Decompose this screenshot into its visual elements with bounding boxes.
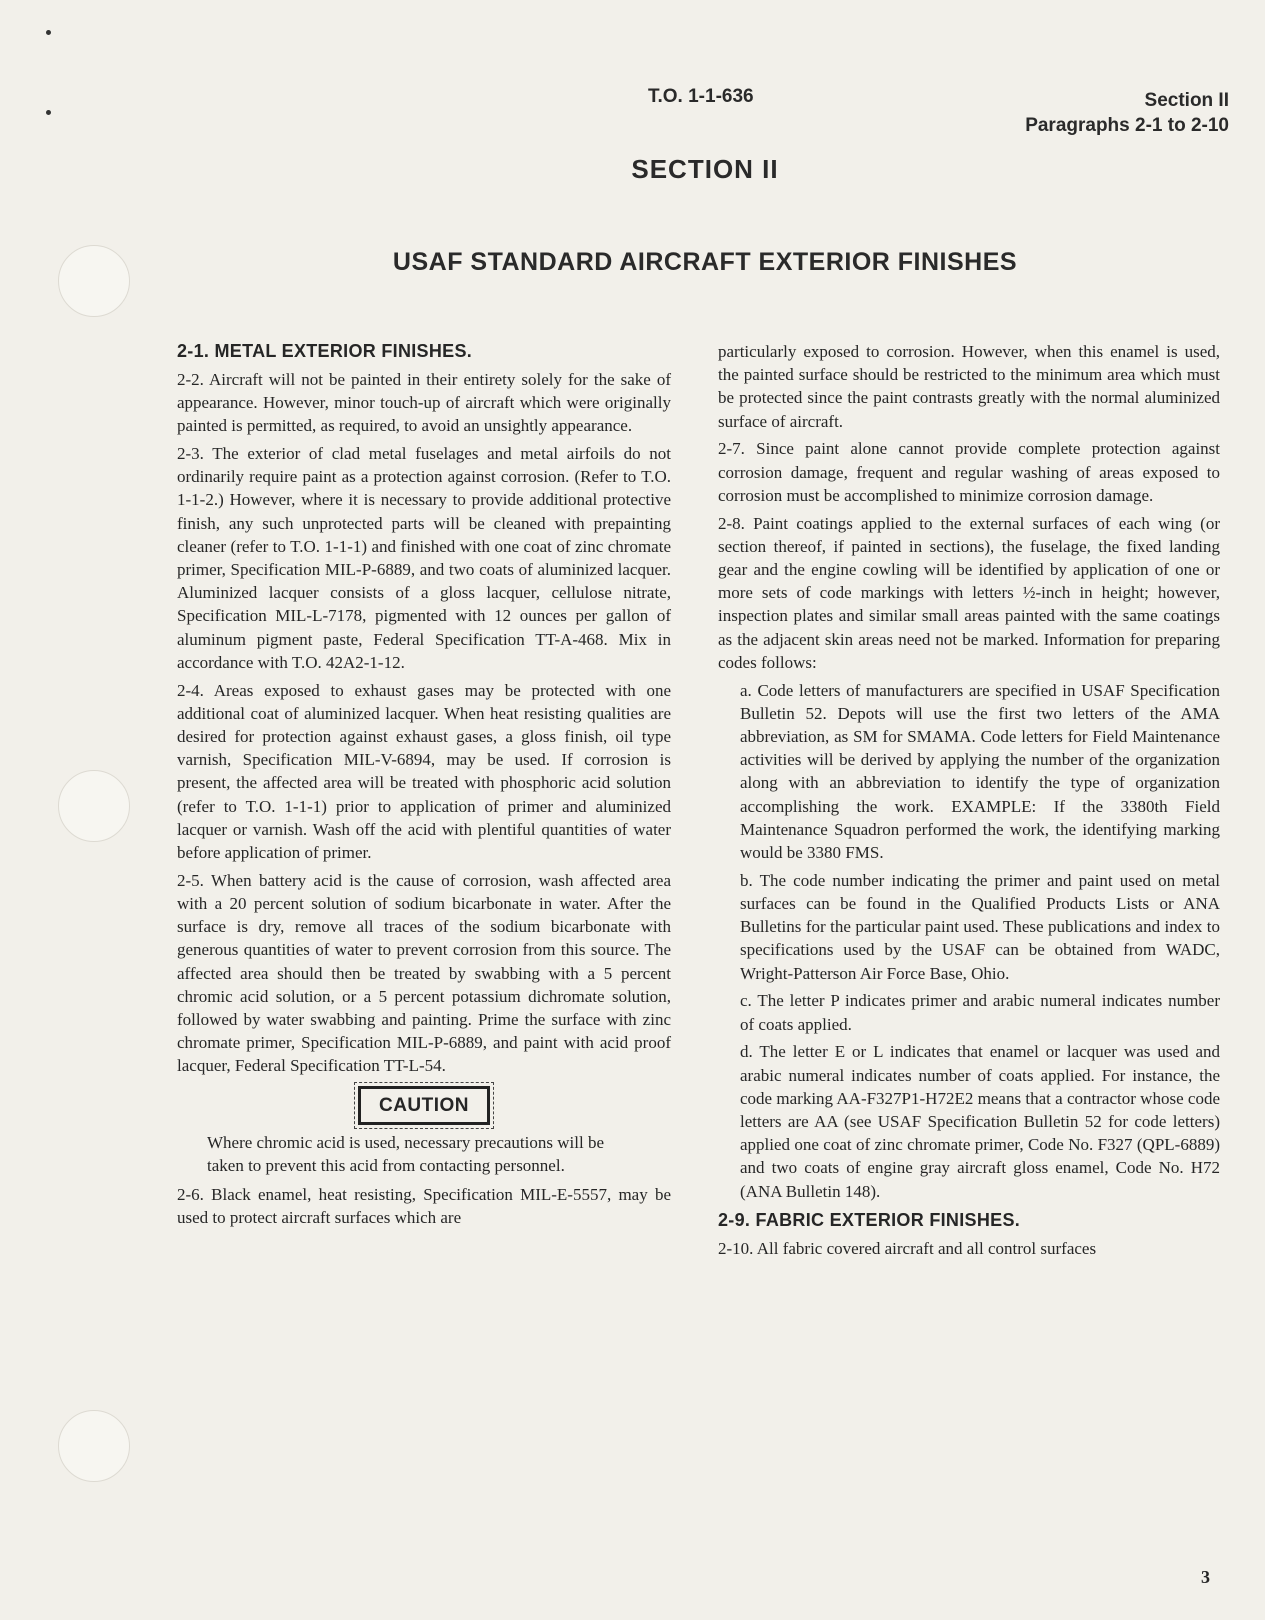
section-identifier — [1025, 88, 1229, 138]
paragraph-2-2: 2-2. Aircraft will not be painted in their entirety solely for the sake of appearance. However, minor touch-up of aircraft which were originally painted is permitted, as required, to avoid an unsightly appearance. — [177, 369, 671, 436]
heading-fabric-exterior-finishes: 2-9. FABRIC EXTERIOR FINISHES. — [718, 1209, 1021, 1230]
paragraph-range: Paragraphs 2-1 to 2-10 — [1025, 115, 1229, 136]
heading-metal-exterior-finishes: 2-1. METAL EXTERIOR FINISHES. — [177, 341, 473, 361]
section-label: Section II — [1144, 90, 1229, 111]
caution-label: CAUTION — [358, 1086, 490, 1125]
paragraph-2-10: 2-10. All fabric covered aircraft and all control surfaces — [718, 1238, 1097, 1258]
document-title: USAF STANDARD AIRCRAFT EXTERIOR FINISHES — [392, 248, 1018, 276]
margin-mark — [46, 110, 51, 115]
page-number: 3 — [1201, 1567, 1210, 1587]
paragraph-2-8-a: a. Code letters of manufacturers are specified in USAF Specification Bulletin 52. Depots will use the first two letters of the AMA abbreviation, as SM for SMAMA. Code letters for Field Maintenance activities will be derived by applying the number of the organization along with an abbreviation to identify the type of organization accomplishing the work. EXAMPLE: If the 3380th Field Maintenance Squadron performed the work, the identifying marking would be 3380 FMS. — [740, 680, 1220, 863]
paragraph-2-6-continued: particularly exposed to corrosion. However, when this enamel is used, the painted surface should be restricted to the minimum area which must be protected since the paint contrasts greatly with the normal aluminized surface of aircraft. — [718, 342, 1220, 431]
punch-hole — [58, 1410, 130, 1482]
paragraph-2-7: 2-7. Since paint alone cannot provide complete protection against corrosion damage, frequent and regular washing of areas exposed to corrosion must be accomplished to minimize corrosion damage. — [718, 439, 1220, 505]
paragraph-2-4: 2-4. Areas exposed to exhaust gases may be protected with one additional coat of aluminized lacquer. When heat resisting qualities are desired for protection against exhaust gases, a gloss finish, oil type varnish, Specification MIL-V-6894, may be used. If corrosion is present, the affected area will be treated with phosphoric acid solution (refer to T.O. 1-1-1) prior to application of primer and aluminized lacquer or varnish. Wash off the acid with plentiful quantities of water before application of primer. — [177, 680, 671, 863]
paragraph-2-5: 2-5. When battery acid is the cause of corrosion, wash affected area with a 20 percent solution of sodium bicarbonate in water. After the surface is dry, remove all traces of the sodium bicarbonate with generous quantities of water to prevent corrosion from this source. The affected area should then be treated by swabbing with a 5 percent chromic acid solution, or a 5 percent potassium dichromate solution, followed by water swabbing and painting. Prime the surface with zinc chromate primer, Specification MIL-P-6889, and paint with acid proof lacquer, Federal Specification TT-L-54. — [177, 870, 671, 1076]
technical-order-number: T.O. 1-1-636 — [648, 86, 754, 107]
punch-hole — [58, 770, 130, 842]
margin-mark — [46, 30, 51, 35]
caution-text: Where chromic acid is used, necessary precautions will be taken to prevent this acid from contacting personnel. — [207, 1132, 604, 1176]
paragraph-2-8-d: d. The letter E or L indicates that enamel or lacquer was used and arabic numeral indicates number of coats applied. For instance, the code marking AA-F327P1-H72E2 means that a contractor whose code letters are AA (see USAF Specification Bulletin 52 for code letters) applied one coat of zinc chromate primer, Code No. F327 (QPL-6889) and two coats of engine gray aircraft gloss enamel, Code No. H72 (ANA Bulletin 148). — [740, 1042, 1220, 1201]
paragraph-2-6: 2-6. Black enamel, heat resisting, Specification MIL-E-5557, may be used to protect aircraft surfaces which are — [177, 1185, 671, 1228]
section-title: SECTION II — [631, 154, 779, 184]
left-column — [177, 340, 671, 1234]
caution-box — [177, 1086, 671, 1125]
paragraph-2-3: 2-3. The exterior of clad metal fuselages and metal airfoils do not ordinarily require paint as a protection against corrosion. (Refer to T.O. 1-1-2.) However, where it is necessary to provide additional protective finish, any such unprotected parts will be cleaned with prepainting cleaner (refer to T.O. 1-1-1) and finished with one coat of zinc chromate primer, Specification MIL-P-6889, and two coats of aluminized lacquer. Aluminized lacquer consists of a gloss lacquer, cellulose nitrate, Specification MIL-L-7178, pigmented with 12 ounces per gallon of aluminum pigment paste, Federal Specification TT-A-468. Mix in accordance with T.O. 42A2-1-12. — [177, 444, 671, 672]
paragraph-2-8-b: b. The code number indicating the primer and paint used on metal surfaces can be found in the Qualified Products Lists or ANA Bulletins for the particular paint used. These publications and index to specifications used by the USAF can be obtained from WADC, Wright-Patterson Air Force Base, Ohio. — [740, 870, 1220, 983]
paragraph-2-8: 2-8. Paint coatings applied to the external surfaces of each wing (or section thereof, if painted in sections), the fuselage, the fixed landing gear and the engine cowling will be identified by application of one or more sets of code markings with letters ½-inch in height; however, inspection plates and similar small areas painted with the same coatings as the adjacent skin areas need not be marked. Information for preparing codes follows: — [718, 513, 1220, 672]
paragraph-2-8-c: c. The letter P indicates primer and arabic numeral indicates number of coats applied. — [740, 991, 1220, 1034]
right-column — [718, 340, 1220, 1264]
